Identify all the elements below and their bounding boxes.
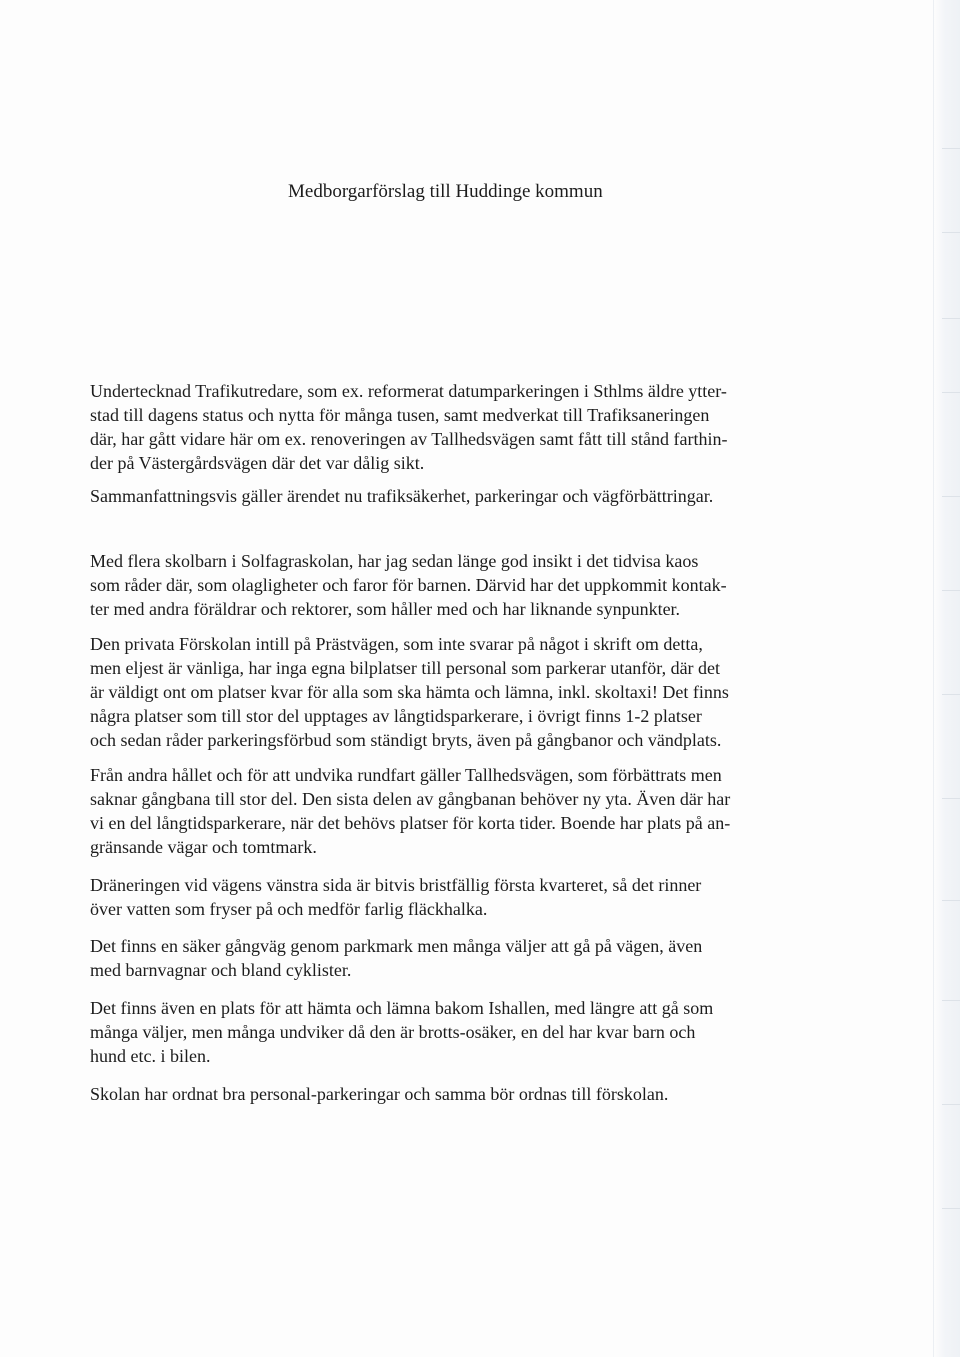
paragraph-walkway: Det finns en säker gångväg genom parkmark men många väljer att gå på vägen, även med barnvagnar och bland cyklister.	[90, 936, 703, 980]
scan-mark	[942, 496, 960, 497]
scan-mark	[942, 232, 960, 233]
paragraph-tallhedsvagen: Från andra hållet och för att undvika rundfart gäller Tallhedsvägen, som förbättrats men saknar gångbana till stor del. Den sista delen av gångbanan behöver ny yta. Även där har vi en del långtidsparkerare, när det behövs platser för korta tider. Boende har plats på an- gränsande vägar och tomtmark.	[90, 765, 731, 857]
paragraph-preschool: Den privata Förskolan intill på Prästvägen, som inte svarar på något i skrift om detta, men eljest är vänliga, har inga egna bilplatser till personal som parkerar utanför, där det är väldigt ont om platser kvar för alla som ska hämta och lämna, inkl. skoltaxi! Det finns några platser som till stor del upptages av långtidsparkerare, i övrigt finns 1-2 platser och sedan råder parkeringsförbud som ständigt bryts, även på gångbanor och vändplats.	[90, 634, 729, 750]
scan-mark	[942, 900, 960, 901]
scan-mark	[942, 1000, 960, 1001]
scan-mark	[942, 1208, 960, 1209]
scan-mark	[942, 1104, 960, 1105]
paragraph-summary: Sammanfattningsvis gäller ärendet nu trafiksäkerhet, parkeringar och vägförbättringar.	[90, 486, 714, 506]
paragraph-conclusion: Skolan har ordnat bra personal-parkeringar och samma bör ordnas till förskolan.	[90, 1084, 669, 1104]
scan-mark	[942, 798, 960, 799]
document-body	[90, 379, 830, 1106]
scan-mark	[942, 392, 960, 393]
document-title: Medborgarförslag till Huddinge kommun	[288, 181, 603, 202]
paragraph-drainage: Dräneringen vid vägens vänstra sida är bitvis bristfällig första kvarteret, så det rinner över vatten som fryser på och medför farlig fläckhalka.	[90, 875, 702, 919]
scan-edge	[933, 0, 960, 1357]
paragraph-school: Med flera skolbarn i Solfagraskolan, har jag sedan länge god insikt i det tidvisa kaos som råder där, som olagligheter och faror för barnen. Därvid har det uppkommit kontak- ter med andra föräldrar och rektorer, som håller med och har liknande synpunkter.	[90, 551, 727, 619]
scan-mark	[942, 318, 960, 319]
paragraph-introduction: Undertecknad Trafikutredare, som ex. reformerat datumparkeringen i Sthlms äldre ytter- stad till dagens status och nytta för många tusen, samt medverkat till Trafiksaneringen där, har gått vidare här om ex. renoveringen av Tallhedsvägen samt fått till stånd farthin- der på Västergårdsvägen där det var dålig sikt.	[90, 381, 728, 473]
scan-mark	[942, 590, 960, 591]
scan-mark	[942, 694, 960, 695]
paragraph-ishallen: Det finns även en plats för att hämta och lämna bakom Ishallen, med längre att gå som många väljer, men många undviker då den är brotts-osäker, en del har kvar barn och hund etc. i bilen.	[90, 998, 714, 1066]
scan-mark	[942, 148, 960, 149]
